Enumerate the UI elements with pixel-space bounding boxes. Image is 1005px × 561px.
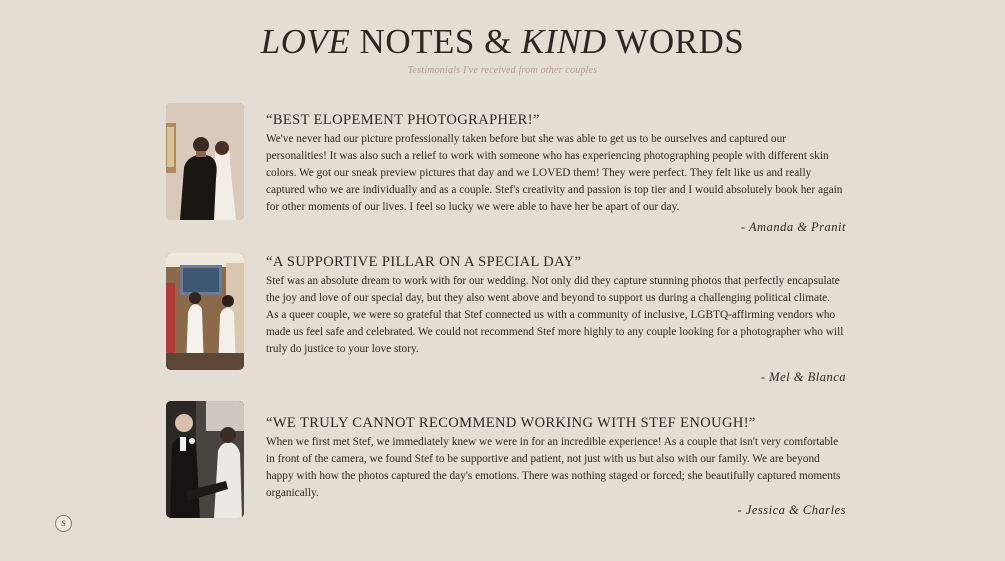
couple-photo — [166, 253, 244, 370]
couple-photo-illustration — [166, 253, 244, 370]
testimonial-body — [266, 253, 844, 358]
testimonial-author: - Jessica & Charles — [737, 503, 846, 517]
testimonial-heading: “WE TRULY CANNOT RECOMMEND WORKING WITH STEF ENOUGH!” — [266, 415, 756, 431]
page-subtitle: Testimonials I've received from other couples — [407, 65, 598, 76]
title-word-love: LOVE — [260, 22, 351, 61]
couple-photo — [166, 103, 244, 220]
monogram-logo-icon[interactable] — [55, 515, 72, 532]
couple-photo — [166, 401, 244, 518]
testimonial-text: Stef was an absolute dream to work with for our wedding. Not only did they capture stunning photos that perfectly encapsulate the joy and love of our special day, but they also went above and beyond to support us during a challenging political climate. As a queer couple, we were so grateful that Stef connected us with a community of inclusive, LGBTQ-affirming vendors who made us feel safe and celebrated. We could not recommend Stef more highly to any couple looking for a photographer who will truly do justice to your love story. — [266, 275, 844, 355]
testimonial-card — [166, 253, 846, 384]
testimonial-heading: “BEST ELOPEMENT PHOTOGRAPHER!” — [266, 112, 540, 128]
couple-photo-illustration — [166, 103, 244, 220]
testimonial-text: We've never had our picture professionally taken before but she was able to get us to be ourselves and captured our personalities! It was also such a relief to work with someone who has experiencing photographing people with different skin colors. We got our sneak preview pictures that day and we LOVED them! They were perfect. They felt like us and really captured who we are individually and as a couple. Stef's creativity and passion is top tier and I would absolutely book her again for other moments of our lives. I feel so lucky we were able to have her be apart of our day. — [266, 133, 843, 213]
testimonial-text: When we first met Stef, we immediately knew we were in for an incredible experience! As a couple that isn't very comfortable in front of the camera, we found Stef to be supportive and patient, not just with us but also with our family. We are beyond happy with how the photos captured the day's emotions. There was nothing staged or forced; she beautifully captured moments organically. — [266, 436, 841, 499]
couple-photo-illustration — [166, 401, 244, 518]
testimonial-card — [166, 401, 846, 519]
title-word-kind: KIND — [521, 22, 607, 61]
page-title — [0, 20, 1005, 64]
testimonial-card — [166, 103, 846, 234]
monogram-text: S — [61, 519, 66, 528]
title-word-words: WORDS — [615, 22, 745, 61]
testimonial-heading: “A SUPPORTIVE PILLAR ON A SPECIAL DAY” — [266, 254, 582, 270]
testimonial-body — [266, 103, 844, 216]
testimonial-author: - Amanda & Pranit — [740, 220, 846, 234]
testimonial-author: - Mel & Blanca — [760, 370, 846, 384]
testimonial-body — [266, 401, 844, 502]
title-word-notes: NOTES & — [359, 22, 512, 61]
page-header — [0, 20, 1005, 76]
